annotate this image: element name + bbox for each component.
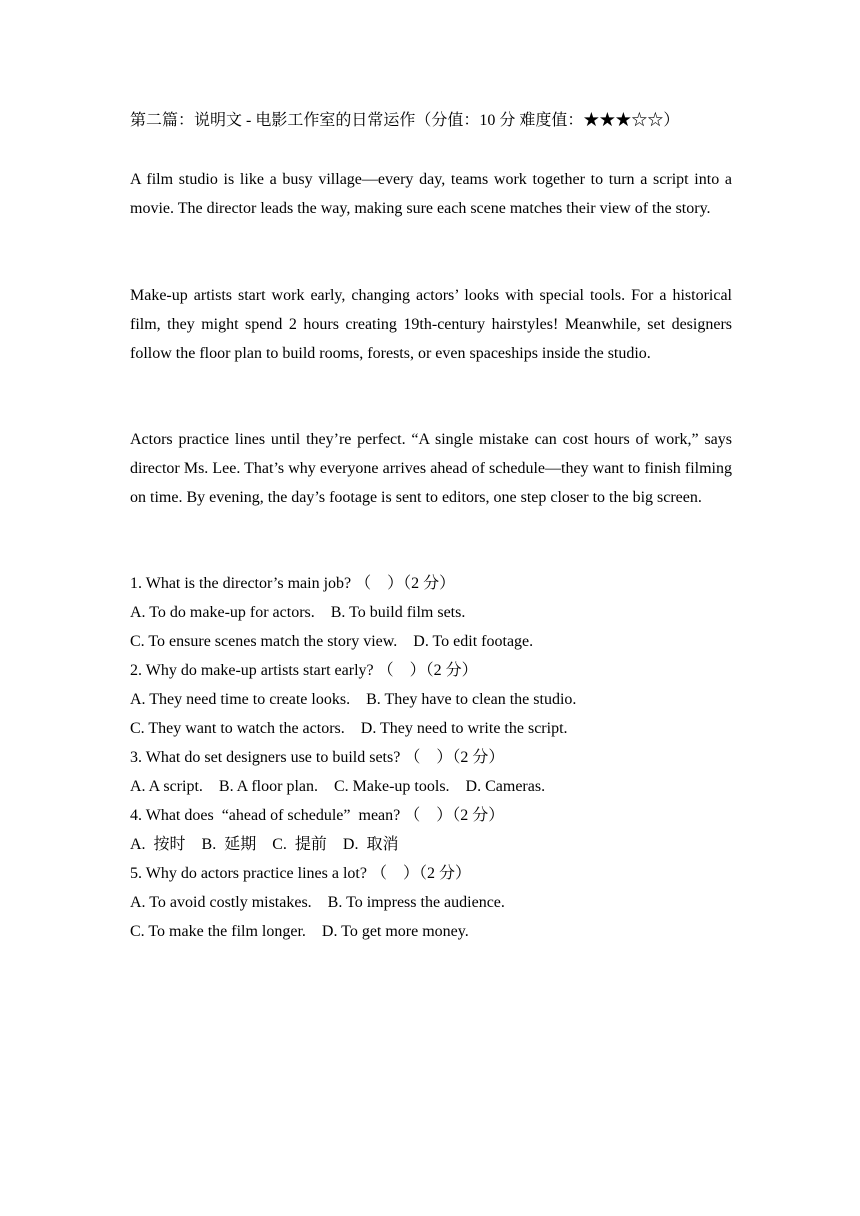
question-3-stem: 3. What do set designers use to build sets? （ ）（2 分） <box>130 749 505 766</box>
question-1-options-ab: A. To do make-up for actors. B. To build film sets. <box>130 604 466 621</box>
question-2-options-cd: C. They want to watch the actors. D. They need to write the script. <box>130 720 568 737</box>
passage-paragraph-3: Actors practice lines until they’re perfect. “A single mistake can cost hours of work,” says director Ms. Lee. That’s why everyone arrives ahead of schedule—they want to finish filming on time. By evening, the day’s footage is sent to editors, one step closer to the big screen. <box>130 431 732 506</box>
section-heading: 第二篇：说明文 - 电影工作室的日常运作（分值：10 分 难度值：★★★☆☆） <box>130 112 680 129</box>
question-1-stem: 1. What is the director’s main job? （ ）（2 分） <box>130 575 456 592</box>
question-list <box>130 569 750 946</box>
question-2-stem: 2. Why do make-up artists start early? （ ）（2 分） <box>130 662 478 679</box>
passage-paragraph-1: A film studio is like a busy village—every day, teams work together to turn a script into a movie. The director leads the way, making sure each scene matches their view of the story. <box>130 171 732 217</box>
question-5-options-cd: C. To make the film longer. D. To get more money. <box>130 923 469 940</box>
question-5-stem: 5. Why do actors practice lines a lot? （ ）（2 分） <box>130 865 471 882</box>
question-1-options-cd: C. To ensure scenes match the story view. D. To edit footage. <box>130 633 534 650</box>
question-3-options: A. A script. B. A floor plan. C. Make-up tools. D. Cameras. <box>130 778 546 795</box>
question-4-stem: 4. What does “ahead of schedule” mean? （ ）（2 分） <box>130 807 505 824</box>
passage-paragraph-2: Make-up artists start work early, changing actors’ looks with special tools. For a historical film, they might spend 2 hours creating 19th-century hairstyles! Meanwhile, set designers follow the floor plan to build rooms, forests, or even spaceships inside the studio. <box>130 287 732 362</box>
question-5-options-ab: A. To avoid costly mistakes. B. To impress the audience. <box>130 894 505 911</box>
question-4-options: A. 按时 B. 延期 C. 提前 D. 取消 <box>130 836 399 853</box>
question-2-options-ab: A. They need time to create looks. B. They have to clean the studio. <box>130 691 577 708</box>
